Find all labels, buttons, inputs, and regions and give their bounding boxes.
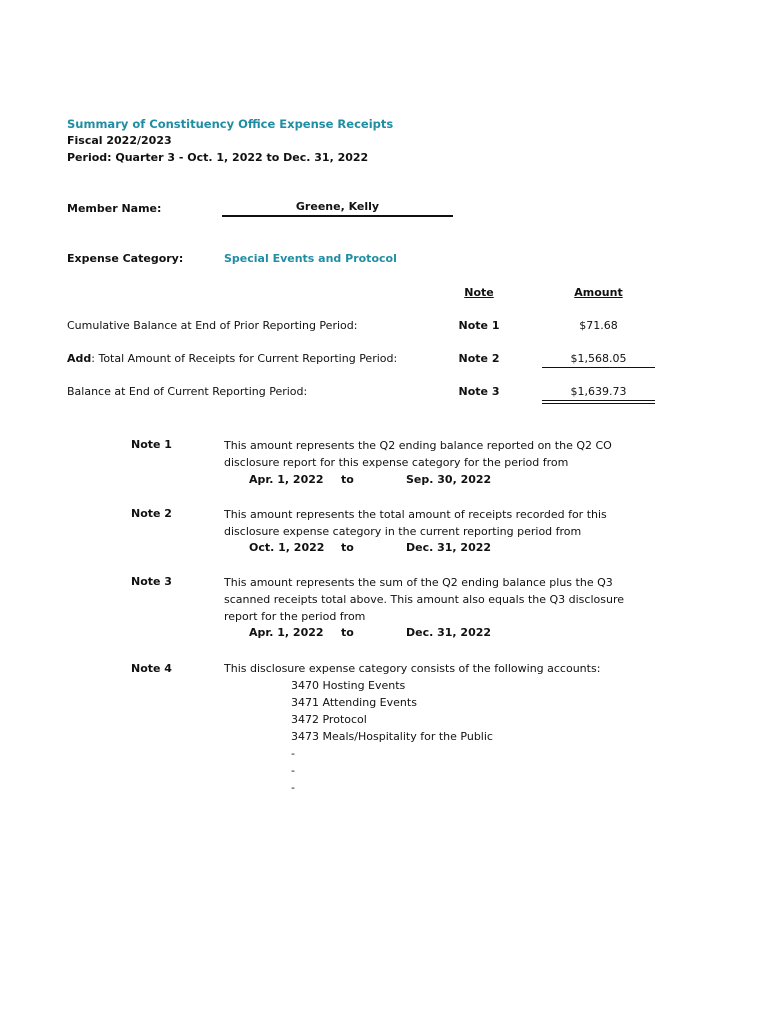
member-name-value: Greene, Kelly: [295, 200, 380, 213]
row-ending-balance-label: Balance at End of Current Reporting Period:: [67, 385, 308, 398]
note-1-to-date: Sep. 30, 2022: [406, 473, 492, 486]
note-2-from-date: Oct. 1, 2022: [249, 541, 325, 554]
note-2-line-1: This amount represents the total amount of receipts recorded for this: [224, 508, 607, 521]
account-item: -: [291, 781, 295, 794]
note-4-line-1: This disclosure expense category consists of the following accounts:: [224, 662, 601, 675]
reporting-period: Period: Quarter 3 - Oct. 1, 2022 to Dec. 31, 2022: [67, 151, 369, 164]
note-column-header: Note: [464, 286, 494, 299]
account-item: 3472 Protocol: [291, 713, 367, 726]
note-2-text: [224, 506, 644, 540]
note-3-line-1: This amount represents the sum of the Q2 ending balance plus the Q3: [224, 576, 613, 589]
expense-category-value: Special Events and Protocol: [224, 252, 397, 265]
expense-category-label: Expense Category:: [67, 252, 184, 265]
row-current-receipts-note: Note 2: [458, 352, 500, 365]
note-2-line-2: disclosure expense category in the current reporting period from: [224, 525, 582, 538]
note-1-line-2: disclosure report for this expense category for the period from: [224, 456, 569, 469]
note-3-text: [224, 574, 644, 625]
note-2-to-date: Dec. 31, 2022: [406, 541, 492, 554]
row-current-receipts-text: : Total Amount of Receipts for Current Reporting Period:: [91, 352, 398, 365]
row-ending-balance-amount: $1,639.73: [570, 385, 627, 398]
row-current-receipts-amount: $1,568.05: [570, 352, 627, 365]
row-prior-balance-note: Note 1: [458, 319, 500, 332]
account-item: 3471 Attending Events: [291, 696, 417, 709]
account-item: -: [291, 764, 295, 777]
account-item: -: [291, 747, 295, 760]
amount-column-header: Amount: [574, 286, 623, 299]
note-3-from-date: Apr. 1, 2022: [249, 626, 324, 639]
note-1-from-date: Apr. 1, 2022: [249, 473, 324, 486]
subtotal-underline: [542, 367, 655, 368]
note-1-line-1: This amount represents the Q2 ending balance reported on the Q2 CO: [224, 439, 612, 452]
note-3-line-3: report for the period from: [224, 610, 366, 623]
document-title: Summary of Constituency Office Expense Receipts: [67, 117, 394, 131]
row-current-receipts-label: [67, 352, 397, 365]
note-3-to-word: to: [341, 626, 354, 639]
row-prior-balance-label: Cumulative Balance at End of Prior Reporting Period:: [67, 319, 358, 332]
note-3-line-2: scanned receipts total above. This amount also equals the Q3 disclosure: [224, 593, 624, 606]
note-1-to-word: to: [341, 473, 354, 486]
note-1-label: Note 1: [131, 438, 172, 451]
note-3-to-date: Dec. 31, 2022: [406, 626, 492, 639]
add-prefix: Add: [67, 352, 92, 365]
total-double-underline: [542, 400, 655, 404]
row-prior-balance-amount: $71.68: [579, 319, 618, 332]
account-item: 3470 Hosting Events: [291, 679, 406, 692]
note-2-label: Note 2: [131, 507, 172, 520]
note-1-text: [224, 437, 644, 471]
note-3-label: Note 3: [131, 575, 172, 588]
note-4-label: Note 4: [131, 662, 172, 675]
row-ending-balance-note: Note 3: [458, 385, 500, 398]
account-item: 3473 Meals/Hospitality for the Public: [291, 730, 493, 743]
note-2-to-word: to: [341, 541, 354, 554]
note-4-accounts: [291, 677, 493, 796]
member-name-underline: [222, 215, 453, 217]
fiscal-year: Fiscal 2022/2023: [67, 134, 172, 147]
member-name-label: Member Name:: [67, 202, 162, 215]
